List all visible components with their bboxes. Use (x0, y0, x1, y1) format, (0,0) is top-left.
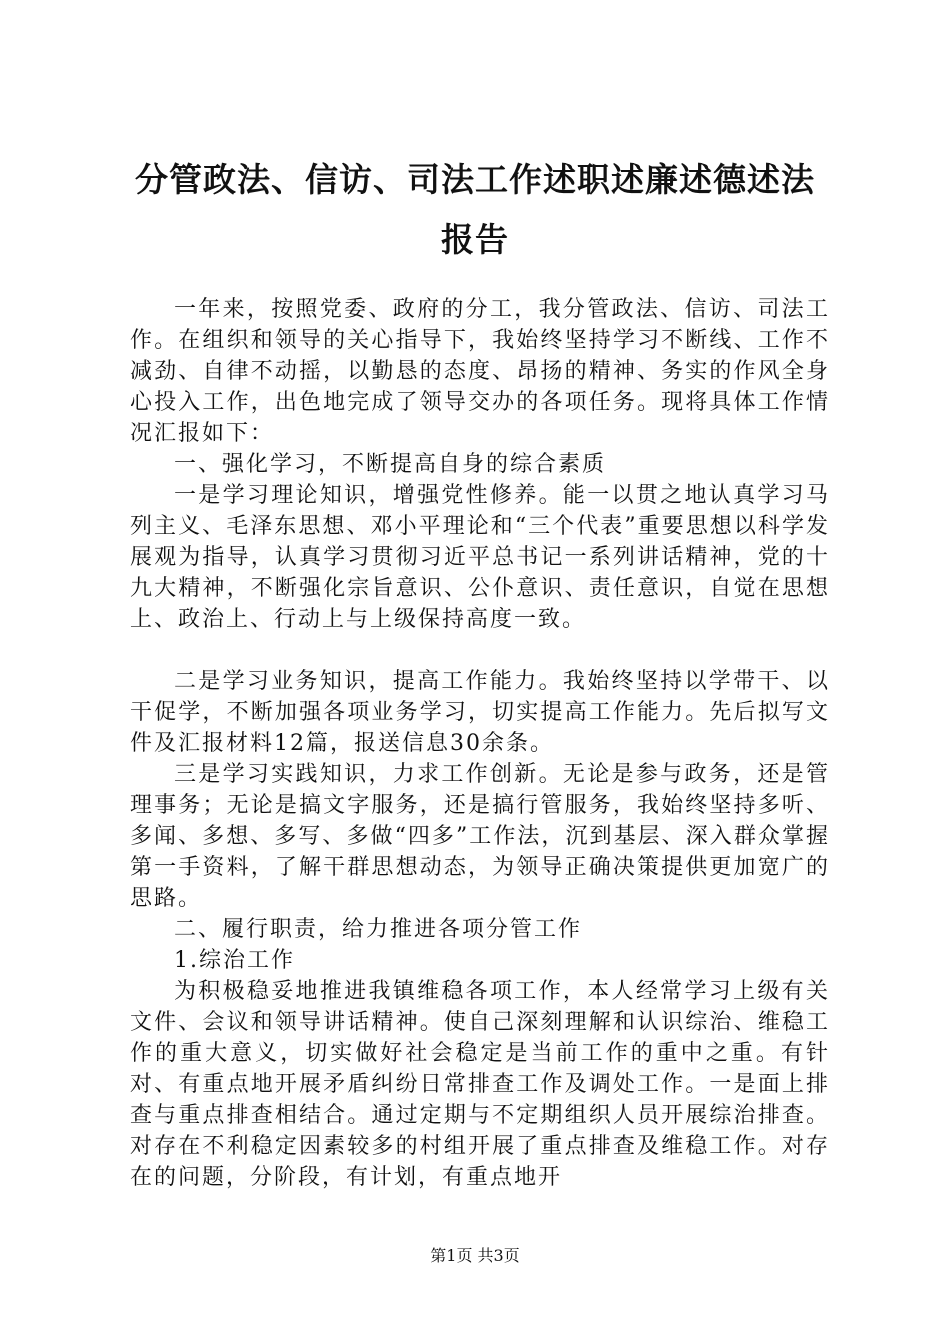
section-heading-2: 二、履行职责，给力推进各项分管工作 (174, 917, 583, 942)
section-heading-1: 一、强化学习，不断提高自身的综合素质 (174, 452, 607, 477)
paragraph-theory-study: 一是学习理论知识，增强党性修养。能一以贯之地认真学习马列主义、毛泽东思想、邓小平理论和“三个代表”重要思想以科学发展观为指导，认真学习贯彻习近平总书记一系列讲话精神，党的十九大精神，不断强化宗旨意识、公仆意识、责任意识，自觉在思想上、政治上、行动上与上级保持高度一致。 (130, 483, 830, 632)
document-title-line-1: 分管政法、信访、司法工作述职述廉述德述法 (135, 160, 815, 199)
document-title-line-2: 报告 (441, 220, 509, 259)
document-body (130, 294, 830, 1193)
paragraph-business-study: 二是学习业务知识，提高工作能力。我始终坚持以学带干、以干促学，不断加强各项业务学习，切实提高工作能力。先后拟写文件及汇报材料12篇，报送信息30余条。 (130, 669, 830, 756)
paragraph-practice-study: 三是学习实践知识，力求工作创新。无论是参与政务，还是管理事务；无论是搞文字服务，还是搞行管服务，我始终坚持多听、多闻、多想、多写、多做“四多”工作法，沉到基层、深入群众掌握第一手资料，了解干群思想动态，为领导正确决策提供更加宽广的思路。 (130, 762, 830, 911)
page-footer: 第1页 共3页 (430, 1246, 520, 1265)
subsection-heading-1: 1.综治工作 (174, 948, 295, 973)
paragraph-comprehensive-governance: 为积极稳妥地推进我镇维稳各项工作，本人经常学习上级有关文件、会议和领导讲话精神。使自己深刻理解和认识综治、维稳工作的重大意义，切实做好社会稳定是当前工作的重中之重。有针对、有重点地开展矛盾纠纷日常排查工作及调处工作。一是面上排查与重点排查相结合。通过定期与不定期组织人员开展综治排查。对存在不利稳定因素较多的村组开展了重点排查及维稳工作。对存在的问题，分阶段，有计划，有重点地开 (130, 979, 830, 1190)
intro-paragraph: 一年来，按照党委、政府的分工，我分管政法、信访、司法工作。在组织和领导的关心指导下，我始终坚持学习不断线、工作不减劲、自律不动摇，以勤恳的态度、昂扬的精神、务实的作风全身心投入工作，出色地完成了领导交办的各项任务。现将具体工作情况汇报如下： (130, 297, 830, 446)
